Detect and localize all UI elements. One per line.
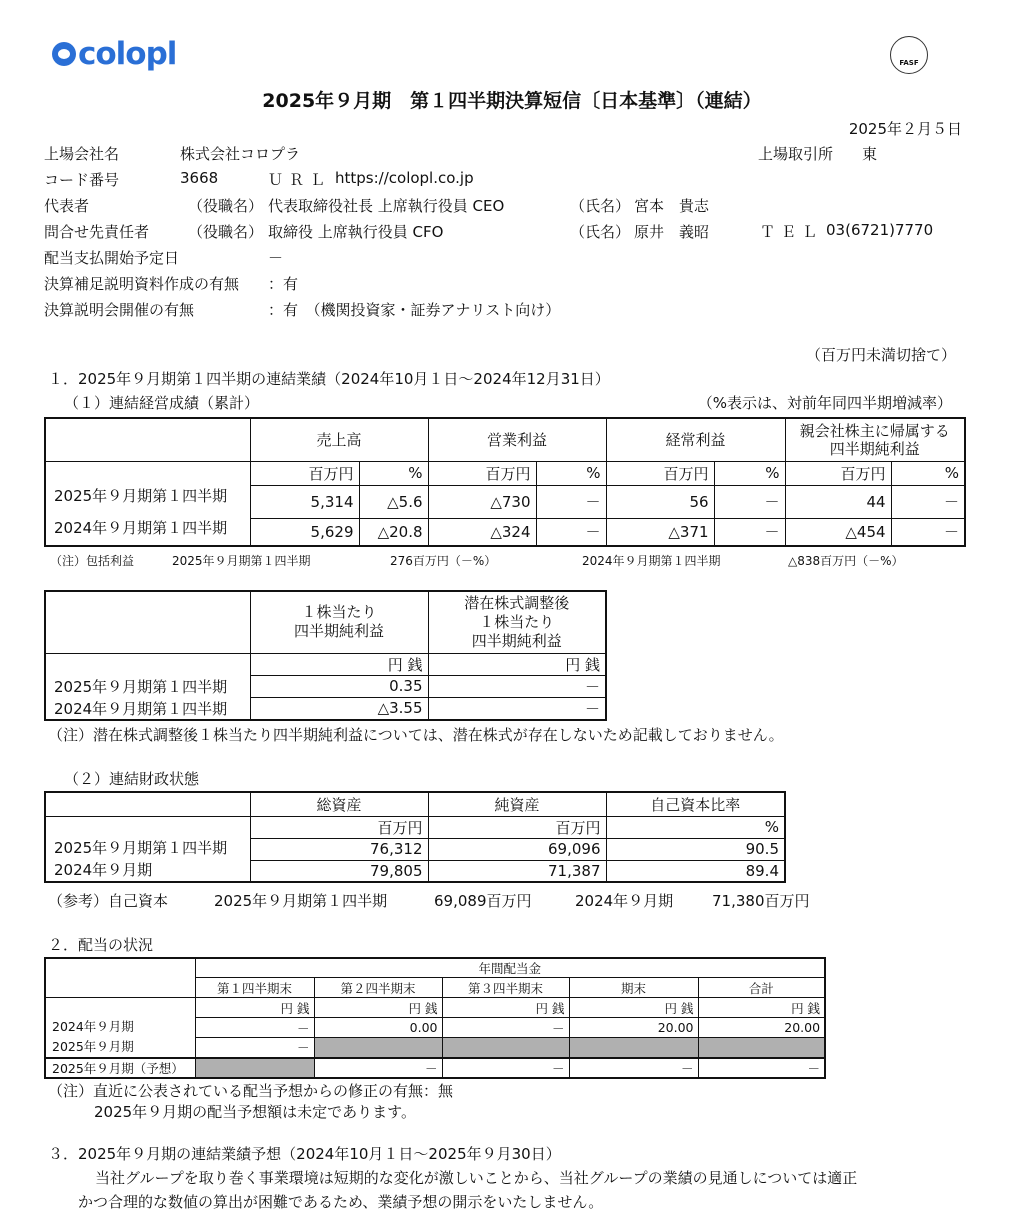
value-cell: － bbox=[442, 1058, 569, 1078]
row-label: 2025年９月期第１四半期 bbox=[54, 487, 228, 505]
value-cell: 20.00 bbox=[698, 1018, 825, 1038]
company-label: 上場会社名 bbox=[44, 145, 120, 163]
contact-position: 取締役 上席執行役員 CFO bbox=[268, 223, 444, 241]
header-line: １株当たり bbox=[479, 612, 555, 631]
value-cell: △20.8 bbox=[359, 518, 428, 546]
unit: 円 銭 bbox=[250, 653, 428, 675]
row-label: 2025年９月期 bbox=[52, 1038, 134, 1054]
header-net-income bbox=[785, 418, 965, 461]
row-label: 2025年９月期（予想） bbox=[45, 1058, 195, 1078]
value-cell: 71,387 bbox=[428, 860, 606, 882]
ref-period: 2025年９月期第１四半期 bbox=[214, 892, 388, 910]
rep-pos-label: （役職名） bbox=[188, 197, 264, 215]
eps-note: （注）潜在株式調整後１株当たり四半期純利益については、潜在株式が存在しないため記載しておりません。 bbox=[48, 726, 784, 744]
section-1-2-heading: （２）連結財政状態 bbox=[64, 770, 200, 788]
value-cell: 79,805 bbox=[250, 860, 428, 882]
value-cell: － bbox=[195, 1018, 314, 1038]
tel: 03(6721)7770 bbox=[826, 221, 934, 239]
page-title: 2025年９月期 第１四半期決算短信〔日本基準〕（連結） bbox=[262, 90, 762, 112]
value-cell: 69,096 bbox=[428, 838, 606, 860]
header-ordinary-profit: 経常利益 bbox=[606, 418, 785, 461]
header-line: 四半期純利益 bbox=[471, 631, 562, 650]
note-period: 2024年９月期第１四半期 bbox=[582, 554, 721, 568]
shaded-cell bbox=[569, 1038, 698, 1058]
corner-cell bbox=[45, 958, 195, 998]
unit: 円 銭 bbox=[698, 998, 825, 1018]
row-label: 2024年９月期 bbox=[54, 861, 153, 879]
section-2-heading: ２．配当の状況 bbox=[48, 936, 154, 954]
dividend-start: － bbox=[268, 249, 284, 267]
value-cell: － bbox=[698, 1058, 825, 1078]
value-cell: △371 bbox=[606, 518, 714, 546]
ref-value: 69,089百万円 bbox=[434, 892, 532, 910]
value-cell: － bbox=[714, 518, 785, 546]
dividend-table bbox=[44, 957, 826, 1079]
unit: 円 銭 bbox=[442, 998, 569, 1018]
header-q2: 第２四半期末 bbox=[314, 978, 442, 998]
header-net-income-l2: 四半期純利益 bbox=[829, 439, 920, 458]
unit: 百万円 bbox=[250, 461, 359, 485]
unit: 円 銭 bbox=[569, 998, 698, 1018]
value-cell: － bbox=[569, 1058, 698, 1078]
note-label: （注）包括利益 bbox=[50, 554, 135, 568]
unit: 百万円 bbox=[428, 816, 606, 838]
unit: 百万円 bbox=[428, 461, 536, 485]
unit: % bbox=[359, 461, 428, 485]
dividend-note-2: 2025年９月期の配当予想額は未定であります。 bbox=[94, 1103, 416, 1121]
briefing-label: 決算説明会開催の有無 bbox=[44, 301, 195, 319]
section-3-heading: ３．2025年９月期の連結業績予想（2024年10月１日～2025年９月30日） bbox=[48, 1145, 561, 1163]
unit: % bbox=[714, 461, 785, 485]
unit: % bbox=[536, 461, 606, 485]
fasf-text: FASF bbox=[899, 59, 919, 67]
header-equity-ratio: 自己資本比率 bbox=[606, 792, 785, 816]
row-label: 2025年９月期第１四半期 bbox=[54, 839, 228, 857]
note-period: 2025年９月期第１四半期 bbox=[172, 554, 311, 568]
value-cell: △730 bbox=[428, 485, 536, 518]
forecast-text-1: 当社グループを取り巻く事業環境は短期的な変化が激しいことから、当社グループの業績の見通しについては適正 bbox=[95, 1169, 858, 1187]
value-cell: 0.35 bbox=[250, 675, 428, 697]
section-1-heading: １．2025年９月期第１四半期の連結業績（2024年10月１日～2024年12月31日） bbox=[48, 370, 610, 388]
exchange: 東 bbox=[862, 145, 878, 163]
exchange-label: 上場取引所 bbox=[758, 145, 834, 163]
value-cell: － bbox=[314, 1058, 442, 1078]
unit: 百万円 bbox=[785, 461, 891, 485]
ref-label: （参考）自己資本 bbox=[48, 892, 169, 910]
corner-cell bbox=[45, 418, 250, 461]
value-cell: △3.55 bbox=[250, 697, 428, 720]
value-cell: 56 bbox=[606, 485, 714, 518]
unit: % bbox=[891, 461, 965, 485]
code: 3668 bbox=[180, 169, 219, 187]
header-line: 潜在株式調整後 bbox=[464, 593, 570, 612]
value-cell: － bbox=[195, 1038, 314, 1058]
value-cell: － bbox=[442, 1018, 569, 1038]
contact-name-label: （氏名） bbox=[570, 223, 631, 241]
value-cell: － bbox=[714, 485, 785, 518]
value-cell: － bbox=[428, 675, 606, 697]
header-line: 四半期純利益 bbox=[293, 622, 384, 641]
rep-position: 代表取締役社長 上席執行役員 CEO bbox=[268, 197, 505, 215]
rep-name: 宮本 貴志 bbox=[634, 197, 710, 215]
pct-note: （%表示は、対前年同四半期増減率） bbox=[697, 394, 952, 412]
header-total: 合計 bbox=[698, 978, 825, 998]
url-link[interactable]: https://colopl.co.jp bbox=[335, 169, 474, 187]
unit: 百万円 bbox=[250, 816, 428, 838]
header-q1: 第１四半期末 bbox=[195, 978, 314, 998]
dividend-note-1: （注）直近に公表されている配当予想からの修正の有無：無 bbox=[48, 1082, 454, 1100]
url-label: ＵＲＬ bbox=[268, 171, 332, 189]
dividend-start-label: 配当支払開始予定日 bbox=[44, 249, 180, 267]
unit: 円 銭 bbox=[428, 653, 606, 675]
ref-value: 71,380百万円 bbox=[712, 892, 810, 910]
value-cell: 90.5 bbox=[606, 838, 785, 860]
shaded-cell bbox=[698, 1038, 825, 1058]
header-net-assets: 純資産 bbox=[428, 792, 606, 816]
table-row bbox=[45, 1058, 825, 1078]
financial-position-table bbox=[44, 791, 786, 883]
unit: 円 銭 bbox=[195, 998, 314, 1018]
unit: 円 銭 bbox=[314, 998, 442, 1018]
report-date: 2025年２月５日 bbox=[848, 120, 962, 138]
header-q3: 第３四半期末 bbox=[442, 978, 569, 998]
rounding-note: （百万円未満切捨て） bbox=[805, 346, 956, 364]
contact-pos-label: （役職名） bbox=[188, 223, 264, 241]
value-cell: 89.4 bbox=[606, 860, 785, 882]
shaded-cell bbox=[195, 1058, 314, 1078]
colopl-logo bbox=[52, 36, 176, 72]
supp-label: 決算補足説明資料作成の有無 bbox=[44, 275, 240, 293]
note-value: 276百万円（－%） bbox=[390, 554, 497, 568]
header-annual-dividend: 年間配当金 bbox=[195, 958, 825, 978]
value-cell: 44 bbox=[785, 485, 891, 518]
row-label: 2024年９月期第１四半期 bbox=[54, 699, 228, 718]
tel-label: ＴＥＬ bbox=[760, 223, 824, 241]
unit: 百万円 bbox=[606, 461, 714, 485]
bear-icon bbox=[52, 42, 76, 66]
value-cell: － bbox=[428, 697, 606, 720]
row-label: 2024年９月期 bbox=[52, 1018, 134, 1034]
value-cell: 5,629 bbox=[250, 518, 359, 546]
operating-results-table bbox=[44, 417, 966, 547]
label-col bbox=[45, 998, 195, 1058]
rep-name-label: （氏名） bbox=[570, 197, 631, 215]
ref-period: 2024年９月期 bbox=[575, 892, 674, 910]
value-cell: 20.00 bbox=[569, 1018, 698, 1038]
value-cell: － bbox=[536, 485, 606, 518]
section-1-1-heading: （１）連結経営成績（累計） bbox=[64, 394, 260, 412]
corner-cell bbox=[45, 591, 250, 653]
supp: ：有 bbox=[268, 275, 299, 293]
header-sales: 売上高 bbox=[250, 418, 428, 461]
value-cell: △454 bbox=[785, 518, 891, 546]
value-cell: － bbox=[536, 518, 606, 546]
eps-table bbox=[44, 590, 607, 721]
header-total-assets: 総資産 bbox=[250, 792, 428, 816]
value-cell: 0.00 bbox=[314, 1018, 442, 1038]
header-line: １株当たり bbox=[301, 603, 377, 622]
row-label: 2024年９月期第１四半期 bbox=[54, 519, 228, 537]
value-cell: － bbox=[891, 485, 965, 518]
logo-text: colopl bbox=[78, 36, 177, 72]
label-col bbox=[45, 816, 250, 882]
rep-label: 代表者 bbox=[44, 197, 90, 215]
unit: % bbox=[606, 816, 785, 838]
header-net-income-l1: 親会社株主に帰属する bbox=[799, 421, 950, 440]
code-label: コード番号 bbox=[44, 171, 120, 189]
value-cell: △324 bbox=[428, 518, 536, 546]
value-cell: △5.6 bbox=[359, 485, 428, 518]
company-name: 株式会社コロプラ bbox=[180, 145, 301, 163]
header-operating-profit: 営業利益 bbox=[428, 418, 606, 461]
briefing: ：有 （機関投資家・証券アナリスト向け） bbox=[268, 301, 561, 319]
value-cell: 76,312 bbox=[250, 838, 428, 860]
row-label: 2025年９月期第１四半期 bbox=[54, 677, 228, 696]
corner-cell bbox=[45, 792, 250, 816]
header-year-end: 期末 bbox=[569, 978, 698, 998]
header-eps bbox=[250, 591, 428, 653]
contact-label: 問合せ先責任者 bbox=[44, 223, 150, 241]
label-col bbox=[45, 653, 250, 720]
fasf-logo bbox=[890, 36, 928, 74]
shaded-cell bbox=[442, 1038, 569, 1058]
forecast-text-2: かつ合理的な数値の算出が困難であるため、業績予想の開示をいたしません。 bbox=[78, 1193, 604, 1211]
label-col bbox=[45, 461, 250, 546]
shaded-cell bbox=[314, 1038, 442, 1058]
header-diluted-eps bbox=[428, 591, 606, 653]
note-value: △838百万円（－%） bbox=[788, 554, 904, 568]
value-cell: 5,314 bbox=[250, 485, 359, 518]
contact-name: 原井 義昭 bbox=[634, 223, 710, 241]
value-cell: － bbox=[891, 518, 965, 546]
